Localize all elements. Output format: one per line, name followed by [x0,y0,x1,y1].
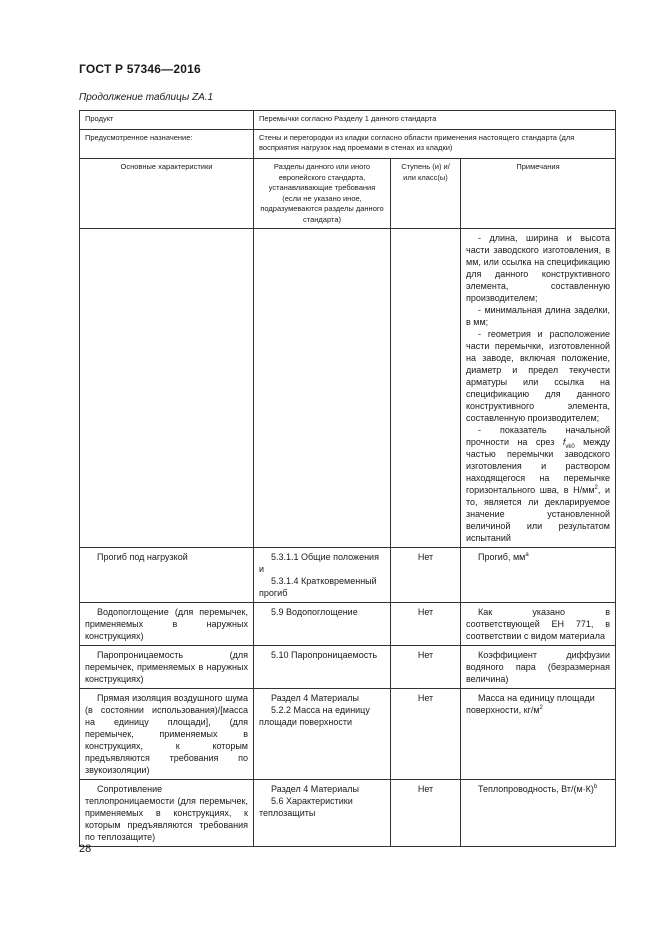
class-cell: Нет [391,780,461,847]
column-header-row [80,159,616,229]
reference-cell: 5.10 Паропроницаемость [254,646,391,689]
reference-cell: Раздел 4 Материалы 5.6 Характеристики теплозащиты [254,780,391,847]
column-header-notes: Примечания [461,159,616,229]
note-geometry: - геометрия и расположение части перемычки, изготовленной на заводе, включая положение, диаметр и предел текучести арматуры или ссылка на спецификацию для данного конструктивного элемента, составленную производителем; [466,329,610,423]
table-caption: Продолжение таблицы ZA.1 [79,92,214,103]
characteristic-cell: Водопоглощение (для перемычек, применяемых в наружных конструкциях) [80,603,254,646]
purpose-label: Предусмотренное назначение: [80,130,254,159]
continuation-notes [461,229,616,548]
note-cell: Прогиб, $мм^a$ [461,548,616,603]
characteristic-cell: Паропроницаемость (для перемычек, применяемых в наружных конструкциях) [80,646,254,689]
class-cell: Нет [391,603,461,646]
purpose-row [80,130,616,159]
table-row [80,780,616,847]
note-cell: Коэффициент диффузии водяного пара (безразмерная величина) [461,646,616,689]
note-cell: Как указано в соответствующей ЕН 771, в соответствии с видом материала [461,603,616,646]
characteristic-cell: Сопротивление теплопроницаемости (для перемычек, применяемых в конструкциях, к которым предъявляются требования по теплозащите) [80,780,254,847]
product-row [80,111,616,130]
note-cell: Теплопроводность, $Вт/(м\cdot К)^b$ [461,780,616,847]
product-value: Перемычки согласно Разделу 1 данного стандарта [254,111,616,130]
requirements-table [79,110,616,847]
reference-cell: Раздел 4 Материалы 5.2.2 Масса на единицу площади поверхности [254,689,391,780]
column-header-class: Ступень (и) и/или класс(ы) [391,159,461,229]
table-row [80,548,616,603]
standard-header: ГОСТ Р 57346—2016 [79,62,201,76]
note-dimensions: - длина, ширина и высота части заводского изготовления, в мм, или ссылка на спецификацию для данного конструктивного элемента, составленную производителем; [466,233,610,303]
product-label: Продукт [80,111,254,130]
class-cell: Нет [391,646,461,689]
reference-cell: 5.9 Водопоглощение [254,603,391,646]
note-shear-strength: - показатель начальной прочности на срез $f_{vk0}$ между частью перемычки заводского изготовления и раствором находящегося на перемычке горизонтального шва, в $Н/мм^2$, и то, является ли декларируемое значение установленной величиной или результатом испытаний [466,425,610,543]
characteristic-cell: Прямая изоляция воздушного шума (в состоянии использования)/[масса на единицу площади], (для перемычек, применяемых в конструкциях, к которым предъявляются требования по звукоизоляции) [80,689,254,780]
table-row [80,603,616,646]
column-header-sections: Разделы данного или иного европейского стандарта, устанавливающие требования (если не указано иное, подразумеваются разделы данного стандарта) [254,159,391,229]
table-row [80,689,616,780]
class-cell: Нет [391,689,461,780]
note-cell: Масса на единицу площади поверхности, $кг/м^2$ [461,689,616,780]
reference-cell: 5.3.1.1 Общие положения и 5.3.1.4 Кратковременный прогиб [254,548,391,603]
column-header-characteristics: Основные характеристики [80,159,254,229]
class-cell: Нет [391,548,461,603]
table-row [80,646,616,689]
page-number: 28 [79,843,92,855]
characteristic-cell: Прогиб под нагрузкой [80,548,254,603]
purpose-value: Стены и перегородки из кладки согласно области применения настоящего стандарта (для восприятия нагрузок над проемами в стенах из кладки) [254,130,616,159]
note-bearing-length: - минимальная длина заделки, в мм; [466,305,610,327]
continuation-row [80,229,616,548]
